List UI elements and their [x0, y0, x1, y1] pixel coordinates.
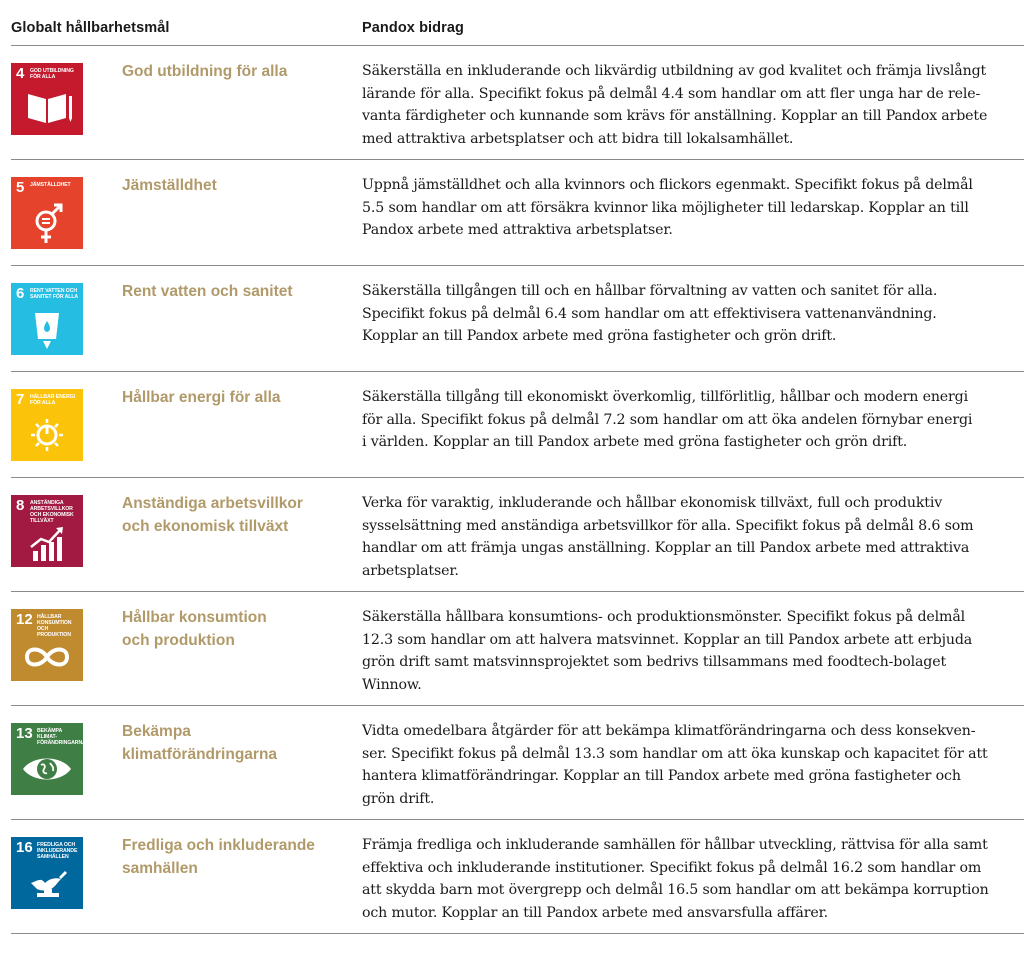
text-line: grön drift.	[362, 791, 435, 808]
contribution-text	[362, 280, 1012, 348]
goal-title-line: Bekämpa	[122, 723, 191, 740]
text-line: Säkerställa hållbara konsumtions- och produktionsmönster. Specifikt fokus på delmål	[362, 609, 966, 625]
table-row-goal-5	[11, 160, 1024, 266]
sdg-table	[11, 0, 1024, 934]
contribution-text	[362, 834, 1012, 925]
sdg-5-badge	[11, 177, 83, 249]
gender-equality-icon	[11, 177, 83, 249]
table-row-goal-16	[11, 820, 1024, 934]
earth-eye-icon	[11, 723, 86, 795]
text-line: Pandox arbete med attraktiva arbetsplatser.	[362, 222, 673, 239]
sdg-label: JÄMSTÄLLDHET	[30, 182, 71, 188]
goal-title: Jämställdhet	[122, 177, 217, 194]
text-line: med attraktiva arbetsplatser och att bidra till lokalsamhället.	[362, 131, 794, 148]
text-line: för alla. Specifikt fokus på delmål 7.2 som handlar om att öka andelen förnybar energi	[362, 411, 973, 428]
goal-title	[122, 834, 337, 880]
text-line: sysselsättning med anständiga arbetsvillkor för alla. Specifikt fokus på delmål 8.6 som	[362, 517, 974, 534]
sdg-label: GOD UTBILDNING FÖR ALLA	[30, 68, 74, 80]
sdg-8-badge	[11, 495, 83, 567]
text-line: lärande för alla. Specifikt fokus på delmål 4.4 som handlar om att fler unga har de rele-	[362, 85, 981, 102]
text-line: Specifikt fokus på delmål 6.4 som handlar om att effektivisera vattenanvändning.	[362, 305, 937, 322]
sdg-number: 13	[16, 725, 33, 742]
goal-title	[122, 720, 337, 766]
table-row-goal-7	[11, 372, 1024, 478]
text-line: i världen. Kopplar an till Pandox arbete med gröna fastigheter och grön drift.	[362, 434, 908, 451]
goal-title	[122, 606, 337, 652]
sdg-7-badge	[11, 389, 83, 461]
sdg-number: 7	[16, 391, 25, 408]
text-line: Winnow.	[362, 677, 422, 694]
goal-title: Rent vatten och sanitet	[122, 283, 293, 300]
sdg-number: 16	[16, 839, 33, 856]
sdg-16-badge	[11, 837, 83, 909]
goal-title-line: samhällen	[122, 860, 198, 877]
goal-title-line: och produktion	[122, 632, 235, 649]
text-line: handlar om att främja ungas anställning. Kopplar an till Pandox arbete med attraktiva	[362, 540, 970, 557]
sdg-number: 8	[16, 497, 25, 514]
goal-title-line: och ekonomisk tillväxt	[122, 518, 289, 535]
text-line: Säkerställa tillgången till och en hållbar förvaltning av vatten och sanitet för alla.	[362, 283, 938, 299]
goal-title: Hållbar energi för alla	[122, 389, 281, 406]
table-row-goal-13	[11, 706, 1024, 820]
text-line: 5.5 som handlar om att försäkra kvinnor lika möjligheter till ledarskap. Kopplar an till	[362, 199, 969, 216]
sdg-label: ANSTÄNDIGA ARBETSVILLKOR OCH EKONOMISK TILLVÄXT	[30, 500, 74, 524]
text-line: 12.3 som handlar om att halvera matsvinnet. Kopplar an till Pandox arbete att erbjuda	[362, 631, 973, 648]
contribution-text	[362, 386, 1012, 454]
sdg-label: BEKÄMPA KLIMAT-FÖRÄNDRINGARNA	[37, 728, 86, 746]
text-line: hantera klimatförändringar. Kopplar an till Pandox arbete med gröna fastigheter och	[362, 768, 961, 785]
contribution-text	[362, 492, 1012, 583]
text-line: ser. Specifikt fokus på delmål 13.3 som handlar om att öka kunskap och kapacitet för att	[362, 745, 988, 762]
table-header	[11, 0, 1024, 46]
table-row-goal-6	[11, 266, 1024, 372]
table-row-goal-8	[11, 478, 1024, 592]
sdg-6-badge	[11, 283, 83, 355]
text-line: Säkerställa en inkluderande och likvärdig utbildning av god kvalitet och främja livslångt	[362, 63, 987, 79]
sdg-4-badge	[11, 63, 83, 135]
column-header-goal: Globalt hållbarhetsmål	[11, 20, 170, 36]
text-line: grön drift samt matsvinnsprojektet som bedrivs tillsammans med foodtech-bolaget	[362, 654, 947, 671]
sdg-number: 5	[16, 179, 25, 196]
goal-title	[122, 492, 337, 538]
text-line: Uppnå jämställdhet och alla kvinnors och flickors egenmakt. Specifikt fokus på delmål	[362, 177, 973, 193]
text-line: effektiva och inkluderande institutioner. Specifikt fokus på delmål 16.2 som handlar om	[362, 859, 982, 876]
column-header-contribution: Pandox bidrag	[362, 20, 465, 36]
goal-title-line: klimatförändringarna	[122, 746, 278, 763]
table-row-goal-12	[11, 592, 1024, 706]
text-line: Säkerställa tillgång till ekonomiskt överkomlig, tillförlitlig, hållbar och modern energi	[362, 389, 969, 405]
sdg-12-badge	[11, 609, 83, 681]
sdg-label: HÅLLBAR ENERGI FÖR ALLA	[30, 394, 75, 406]
growth-chart-icon	[11, 495, 83, 567]
text-line: att skydda barn mot övergrepp och delmål 16.5 som handlar om att bekämpa korruption	[362, 882, 989, 899]
text-line: och mutor. Kopplar an till Pandox arbete med ansvarsfulla affärer.	[362, 905, 829, 922]
goal-title-line: Hållbar konsumtion	[122, 609, 267, 626]
goal-title: God utbildning för alla	[122, 63, 288, 80]
contribution-text	[362, 606, 1012, 697]
sdg-label: HÅLLBAR KONSUMTION OCH PRODUKTION	[37, 614, 72, 638]
goal-title-line: Anständiga arbetsvillkor	[122, 495, 303, 512]
contribution-text	[362, 720, 1012, 811]
sdg-label: FREDLIGA OCH INKLUDERANDE SAMHÄLLEN	[37, 842, 78, 860]
dove-gavel-icon	[11, 837, 83, 909]
text-line: Verka för varaktig, inkluderande och hållbar ekonomisk tillväxt, full och produktiv	[362, 495, 943, 511]
book-pencil-icon	[11, 63, 83, 135]
goal-title-line: Fredliga och inkluderande	[122, 837, 315, 854]
contribution-text	[362, 60, 1012, 151]
sun-power-icon	[11, 389, 83, 461]
text-line: Vidta omedelbara åtgärder för att bekämpa klimatförändringarna och dess konsekven-	[362, 723, 976, 739]
infinity-icon	[11, 609, 83, 681]
sdg-number: 6	[16, 285, 25, 302]
contribution-text	[362, 174, 1012, 242]
text-line: arbetsplatser.	[362, 563, 459, 580]
sdg-label: RENT VATTEN OCH SANITET FÖR ALLA	[30, 288, 79, 300]
sdg-number: 4	[16, 65, 25, 82]
table-row-goal-4	[11, 46, 1024, 160]
sdg-13-badge	[11, 723, 86, 795]
water-glass-icon	[11, 283, 83, 355]
sdg-number: 12	[16, 611, 33, 628]
text-line: vanta färdigheter och kunnande som krävs för anställning. Kopplar an till Pandox arbete	[362, 108, 988, 125]
text-line: Kopplar an till Pandox arbete med gröna fastigheter och grön drift.	[362, 328, 837, 345]
text-line: Främja fredliga och inkluderande samhällen för hållbar utveckling, rättvisa för alla samt	[362, 837, 988, 853]
